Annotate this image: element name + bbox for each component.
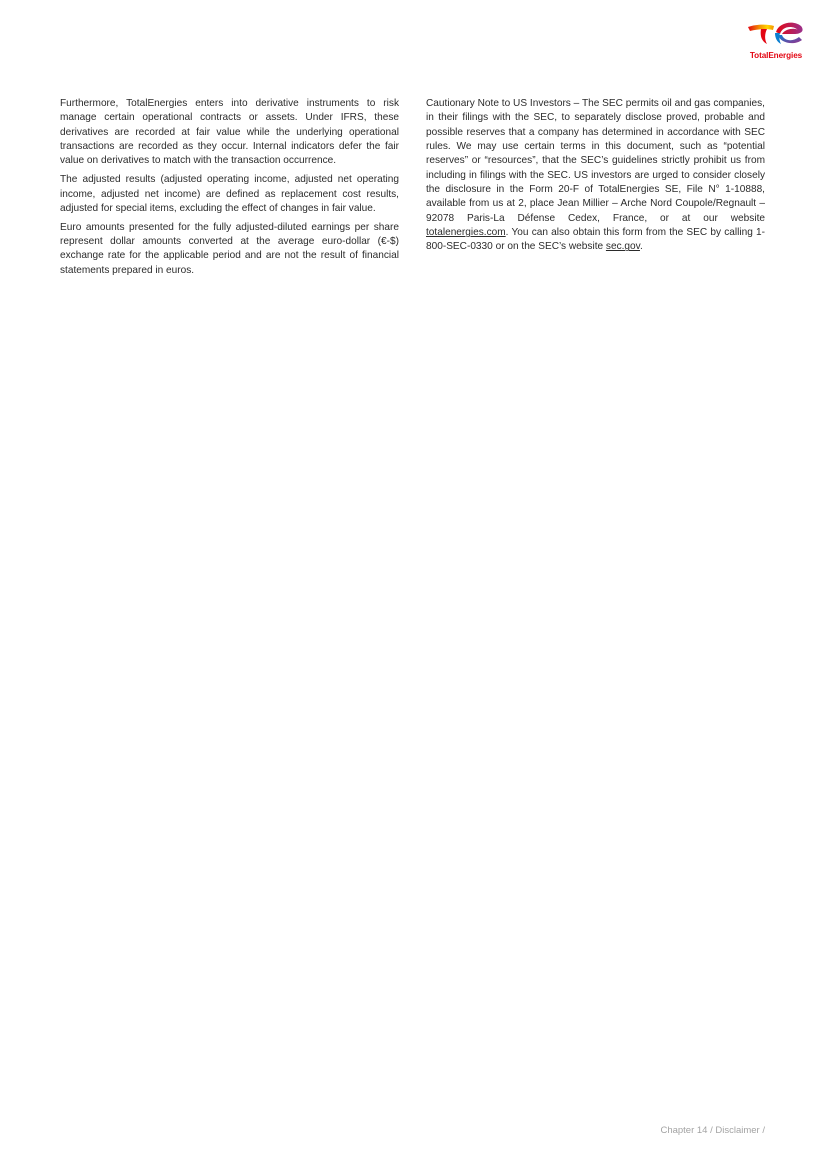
sec-website-link[interactable]: sec.gov xyxy=(605,241,640,253)
totalenergies-logo-icon xyxy=(746,18,806,48)
totalenergies-website-link[interactable]: totalenergies.com xyxy=(426,227,506,239)
cautionary-text-end: . xyxy=(639,241,643,253)
paragraph-derivatives: Furthermore, TotalEnergies enters into derivative instruments to risk manage certain operational contracts or assets. Under IFRS, these derivatives are recorded at fair value while the underlying operational transactions are recorded as they occur. Internal indicators defer the fair value on derivatives to match with the transaction occurrence. xyxy=(60,98,399,167)
right-column xyxy=(426,97,765,259)
paragraph-adjusted-results: The adjusted results (adjusted operating income, adjusted net operating income, adjusted net income) are defined as replacement cost results, adjusted for special items, excluding the effect of changes in fair value. xyxy=(60,174,399,214)
page-footer: Chapter 14 / Disclaimer / xyxy=(660,1125,765,1136)
cautionary-text-part1: Cautionary Note to US Investors – The SEC permits oil and gas companies, in their filings with the SEC, to separately disclose proved, probable and possible reserves that a company has determined in accordance with SEC rules. We may use certain terms in this document, such as “potential reserves” or “resources”, that the SEC’s guidelines strictly prohibit us from including in filings with the SEC. US investors are urged to consider closely the disclosure in the Form 20-F of TotalEnergies SE, File N° 1-10888, available from us at 2, place Jean Millier – Arche Nord Coupole/Regnault – 92078 Paris-La Défense Cedex, France, or at our website xyxy=(426,98,765,224)
cautionary-text-part2: . You can also obtain this form from the SEC by calling 1-800-SEC-0330 or on the SEC’s website xyxy=(426,227,765,253)
left-column xyxy=(60,97,399,283)
paragraph-euro-amounts: Euro amounts presented for the fully adjusted-diluted earnings per share represent dollar amounts converted at the average euro-dollar (€-$) exchange rate for the applicable period and are not the result of financial statements prepared in euros. xyxy=(60,221,399,276)
brand-logo xyxy=(744,18,808,64)
paragraph-cautionary-note xyxy=(426,97,765,255)
brand-name: TotalEnergies xyxy=(749,51,803,60)
